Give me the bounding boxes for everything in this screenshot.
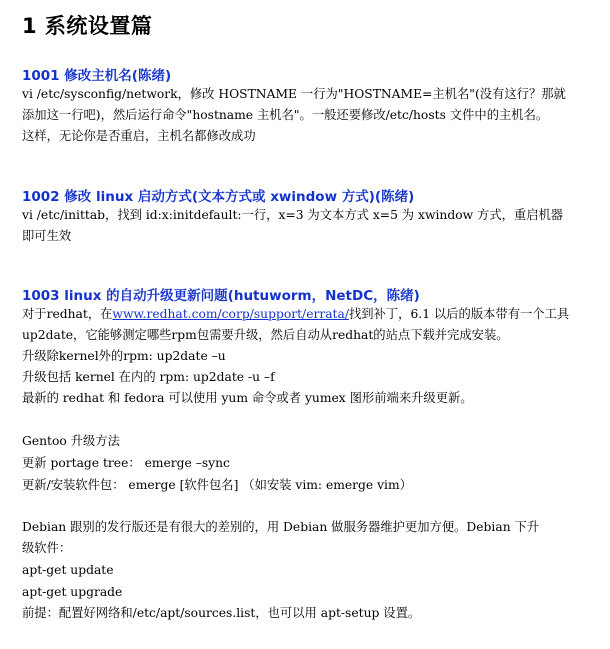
paragraph-line: 升级包括 kernel 在内的 rpm: up2date -u –f xyxy=(22,370,275,384)
paragraph-line: up2date，它能够测定哪些rpm包需要升级，然后自动从redhat的站点下载并完成安装。 xyxy=(22,328,509,342)
errata-link[interactable]: www.redhat.com/corp/support/errata/ xyxy=(112,307,349,321)
paragraph-line: 即可生效 xyxy=(22,229,72,243)
section-title-1001: 1001 修改主机名(陈绪) xyxy=(22,68,172,84)
gentoo-line: 更新/安装软件包： emerge [软件包名] （如安装 vim: emerge vim） xyxy=(22,478,412,492)
line-suffix: 找到补丁，6.1 以后的版本带有一个工具 xyxy=(348,307,570,321)
section-title-1002: 1002 修改 linux 启动方式(文本方式或 xwindow 方式)(陈绪) xyxy=(22,189,415,205)
paragraph-line: vi /etc/sysconfig/network，修改 HOSTNAME 一行为"HOSTNAME=主机名"(没有这行？那就 xyxy=(22,87,566,101)
paragraph-line: vi /etc/inittab，找到 id:x:initdefault:一行，x=3 为文本方式 x=5 为 xwindow 方式，重启机器 xyxy=(22,208,564,222)
chapter-heading: 1 系统设置篇 xyxy=(22,14,153,38)
paragraph-line: 这样，无论你是否重启，主机名都修改成功 xyxy=(22,129,256,143)
debian-line: apt-get update xyxy=(22,563,114,577)
paragraph-line-with-link xyxy=(22,306,569,322)
gentoo-line: Gentoo 升级方法 xyxy=(22,434,120,448)
paragraph-line: 最新的 redhat 和 fedora 可以使用 yum 命令或者 yumex 图形前端来升级更新。 xyxy=(22,391,473,405)
debian-line: apt-get upgrade xyxy=(22,585,123,599)
debian-line: 前提：配置好网络和/etc/apt/sources.list，也可以用 apt-setup 设置。 xyxy=(22,606,421,620)
section-title-1003: 1003 linux 的自动升级更新问题(hutuworm，NetDC，陈绪) xyxy=(22,288,420,304)
paragraph-line: 升级除kernel外的rpm: up2date –u xyxy=(22,349,226,363)
debian-line: Debian 跟别的发行版还是有很大的差别的，用 Debian 做服务器维护更加方便。Debian 下升 xyxy=(22,520,540,534)
gentoo-line: 更新 portage tree： emerge –sync xyxy=(22,456,230,470)
debian-line: 级软件： xyxy=(22,541,72,555)
line-prefix: 对于redhat，在 xyxy=(22,307,113,321)
paragraph-line: 添加这一行吧)，然后运行命令"hostname 主机名"。一般还要修改/etc/hosts 文件中的主机名。 xyxy=(22,108,549,122)
